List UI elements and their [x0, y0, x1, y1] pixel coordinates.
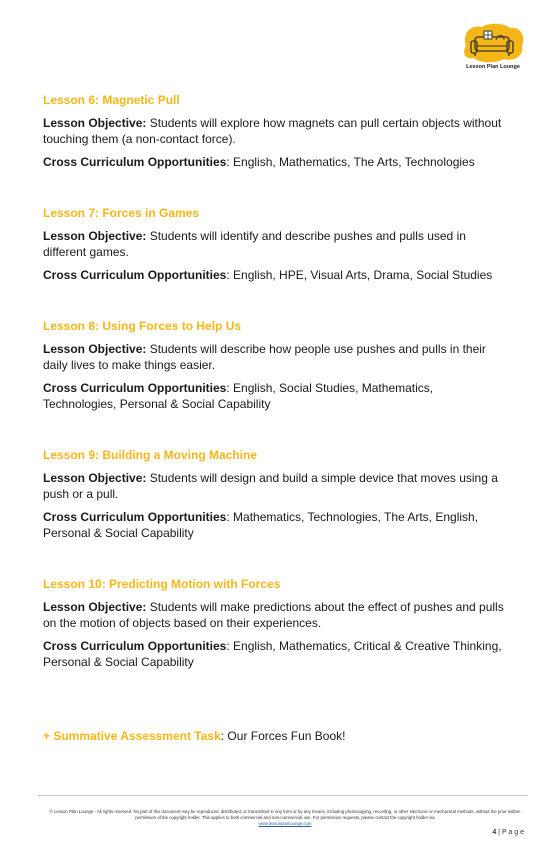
objective-label: Lesson Objective:: [43, 116, 147, 130]
objective-text: Students will explore how magnets can pull certain objects without touching them (a non-contact force).: [43, 116, 502, 146]
lesson-6: [43, 92, 505, 170]
copyright-text: © Lesson Plan Lounge - All rights reserved. No part of this document may be reproduced, distributed, or transmitted in any form or by any means, including photocopying, recording, or other electronic or mechanical methods, without the prior written permission of the copyright holder. This applies to both commercial and non-commercial use. For permission requests, please contact the copyright holder via: [49, 809, 521, 820]
lesson-title: Lesson 10: Predicting Motion with Forces: [43, 577, 281, 591]
cross-label: Cross Curriculum Opportunities: [43, 381, 227, 395]
cross-text: : English, HPE, Visual Arts, Drama, Social Studies: [226, 268, 493, 282]
lesson-objective: [43, 599, 505, 631]
lesson-title: Lesson 7: Forces in Games: [43, 206, 200, 220]
objective-label: Lesson Objective:: [43, 471, 147, 485]
logo-text: Lesson Plan Lounge: [466, 64, 520, 70]
copyright-footer: [45, 809, 525, 827]
page-separator: |: [496, 829, 502, 836]
cross-curriculum: [43, 267, 505, 283]
lesson-8: [43, 318, 505, 412]
summative-assessment: [43, 728, 345, 744]
summative-label: + Summative Assessment Task: [43, 729, 221, 743]
footer-divider: [38, 795, 528, 796]
cross-curriculum: [43, 380, 505, 412]
cross-curriculum: [43, 154, 505, 170]
website-link[interactable]: www.lessonplanlounge.com: [258, 821, 312, 826]
lesson-objective: [43, 341, 505, 373]
page-label: P a g e: [501, 829, 524, 836]
objective-label: Lesson Objective:: [43, 600, 147, 614]
objective-label: Lesson Objective:: [43, 342, 147, 356]
lesson-10: [43, 576, 505, 670]
lesson-objective: [43, 470, 505, 502]
cross-text: : Mathematics, Technologies, The Arts, English, Personal & Social Capability: [43, 510, 479, 540]
cross-curriculum: [43, 509, 505, 541]
lesson-title: Lesson 6: Magnetic Pull: [43, 93, 180, 107]
lesson-objective: [43, 228, 505, 260]
cross-label: Cross Curriculum Opportunities: [43, 639, 227, 653]
lesson-title: Lesson 9: Building a Moving Machine: [43, 448, 258, 462]
cross-text: : English, Mathematics, Critical & Creative Thinking, Personal & Social Capability: [43, 639, 502, 669]
cross-label: Cross Curriculum Opportunities: [43, 155, 227, 169]
page-number: [492, 829, 524, 836]
objective-text: Students will describe how people use pushes and pulls in their daily lives to make things easier.: [43, 342, 486, 372]
objective-text: Students will identify and describe pushes and pulls used in different games.: [43, 229, 466, 259]
lesson-objective: [43, 115, 505, 147]
cross-label: Cross Curriculum Opportunities: [43, 510, 227, 524]
lesson-7: [43, 205, 505, 283]
page-number-value: 4: [492, 829, 497, 836]
cross-text: : English, Mathematics, The Arts, Technologies: [226, 155, 475, 169]
lesson-list: [43, 92, 505, 705]
cross-curriculum: [43, 638, 505, 670]
objective-text: Students will make predictions about the effect of pushes and pulls on the motion of objects based on their experiences.: [43, 600, 504, 630]
objective-text: Students will design and build a simple device that moves using a push or a pull.: [43, 471, 498, 501]
lesson-title: Lesson 8: Using Forces to Help Us: [43, 319, 242, 333]
lesson-9: [43, 447, 505, 541]
lesson-plan-lounge-logo: [460, 22, 526, 74]
summative-text: : Our Forces Fun Book!: [220, 729, 346, 743]
sofa-icon: [460, 22, 526, 64]
cross-label: Cross Curriculum Opportunities: [43, 268, 227, 282]
objective-label: Lesson Objective:: [43, 229, 147, 243]
cross-text: : English, Social Studies, Mathematics, Technologies, Personal & Social Capability: [43, 381, 434, 411]
